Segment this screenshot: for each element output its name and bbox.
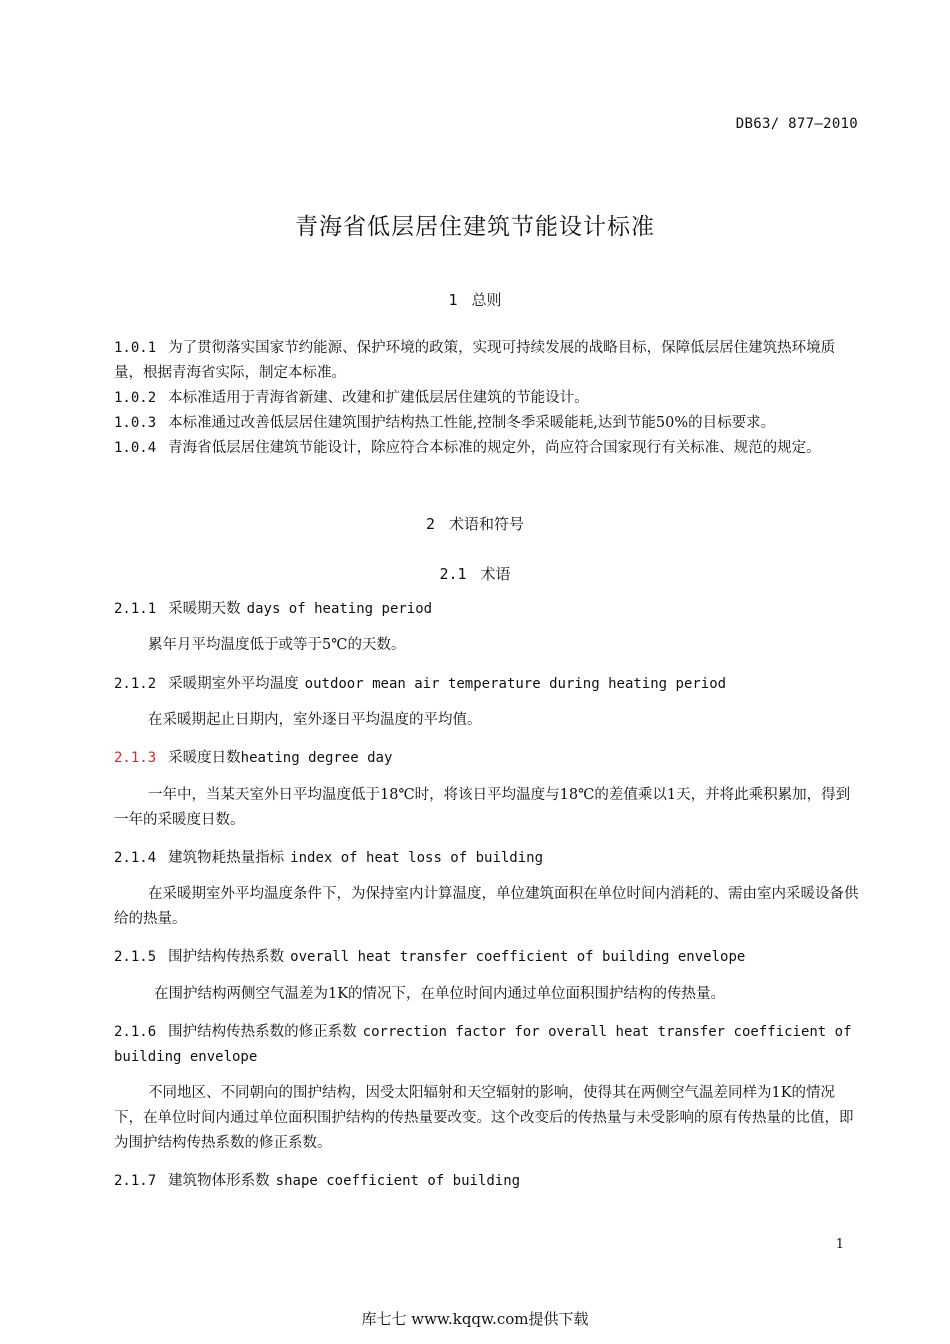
term-definition: 在采暖期起止日期内，室外逐日平均温度的平均值。 bbox=[148, 712, 482, 728]
term-zh: 围护结构传热系数 bbox=[168, 949, 285, 965]
page-number: 1 bbox=[835, 1237, 844, 1252]
term-definition: 一年中，当某天室外日平均温度低于18℃时，将该日平均温度与18℃的差值乘以1天，并将此乘积累加，得到一年的采暖度日数。 bbox=[114, 787, 851, 828]
clause-1-0-4 bbox=[114, 436, 860, 461]
chapter-title: 总则 bbox=[471, 291, 502, 309]
term-definition: 在采暖期室外平均温度条件下，为保持室内计算温度，单位建筑面积在单位时间内消耗的、需由室内采暖设备供给的热量。 bbox=[114, 886, 859, 927]
term-number: 2.1.7 bbox=[114, 1173, 157, 1189]
term-en: days of heating period bbox=[246, 601, 433, 617]
clause-number: 1.0.1 bbox=[114, 340, 157, 356]
download-footer: 库七七 www.kqqw.com提供下载 bbox=[361, 1310, 589, 1328]
term-number: 2.1.5 bbox=[114, 949, 157, 965]
document-title: 青海省低层居住建筑节能设计标准 bbox=[295, 214, 655, 240]
section-2-1-heading bbox=[0, 563, 950, 584]
term-en: overall heat transfer coefficient of building envelope bbox=[290, 949, 746, 965]
term-en: shape coefficient of building bbox=[275, 1173, 521, 1189]
clause-1-0-2 bbox=[114, 386, 860, 411]
clause-number: 1.0.3 bbox=[114, 415, 157, 431]
chapter-title: 术语和符号 bbox=[449, 515, 525, 533]
term-zh: 采暖期室外平均温度 bbox=[168, 676, 299, 692]
term-zh: 建筑物耗热量指标 bbox=[168, 850, 285, 866]
term-2-1-7 bbox=[114, 1169, 860, 1194]
term-number: 2.1.3 bbox=[114, 750, 157, 766]
clause-text: 本标准适用于青海省新建、改建和扩建低层居住建筑的节能设计。 bbox=[168, 390, 589, 406]
clause-text: 为了贯彻落实国家节约能源、保护环境的政策，实现可持续发展的战略目标，保障低层居住建筑热环境质量，根据青海省实际，制定本标准。 bbox=[114, 340, 836, 381]
term-zh: 建筑物体形系数 bbox=[168, 1173, 270, 1189]
term-2-1-1 bbox=[114, 597, 860, 622]
section-number: 2.1 bbox=[439, 565, 467, 583]
section-title: 术语 bbox=[480, 565, 511, 583]
chapter-number: 1 bbox=[448, 291, 458, 309]
term-definition: 不同地区、不同朝向的围护结构，因受太阳辐射和天空辐射的影响，使得其在两侧空气温差同样为1K的情况下，在单位时间内通过单位面积围护结构的传热量要改变。这个改变后的传热量与未受影响的原有传热量的比值，即为围护结构传热系数的修正系数。 bbox=[114, 1085, 854, 1151]
clause-number: 1.0.2 bbox=[114, 390, 157, 406]
term-definition: 在围护结构两侧空气温差为1K的情况下，在单位时间内通过单位面积围护结构的传热量。 bbox=[154, 986, 726, 1002]
term-2-1-5 bbox=[114, 945, 860, 970]
chapter-1-heading bbox=[0, 289, 950, 310]
term-en: outdoor mean air temperature during heating period bbox=[304, 676, 727, 692]
chapter-number: 2 bbox=[425, 515, 435, 533]
term-definition: 累年月平均温度低于或等于5℃的天数。 bbox=[148, 637, 406, 653]
term-2-1-4 bbox=[114, 846, 860, 871]
clause-text: 本标准通过改善低层居住建筑围护结构热工性能,控制冬季采暖能耗,达到节能50%的目标要求。 bbox=[168, 415, 776, 431]
term-number: 2.1.6 bbox=[114, 1024, 157, 1040]
term-zh: 围护结构传热系数的修正系数 bbox=[168, 1024, 357, 1040]
term-number: 2.1.2 bbox=[114, 676, 157, 692]
term-number: 2.1.1 bbox=[114, 601, 157, 617]
term-2-1-3 bbox=[114, 746, 860, 771]
clause-1-0-3 bbox=[114, 411, 860, 436]
term-en: correction factor for overall heat transfer coefficient of building envelope bbox=[114, 1024, 852, 1065]
term-en: heating degree day bbox=[240, 750, 393, 766]
term-zh: 采暖度日数 bbox=[168, 750, 241, 766]
standard-code: DB63/ 877—2010 bbox=[735, 116, 858, 132]
term-zh: 采暖期天数 bbox=[168, 601, 241, 617]
term-2-1-2 bbox=[114, 672, 860, 697]
clause-number: 1.0.4 bbox=[114, 440, 157, 456]
clause-1-0-1 bbox=[114, 336, 860, 386]
chapter-2-heading bbox=[0, 513, 950, 534]
term-en: index of heat loss of building bbox=[290, 850, 544, 866]
clause-text: 青海省低层居住建筑节能设计，除应符合本标准的规定外，尚应符合国家现行有关标准、规范的规定。 bbox=[168, 440, 821, 456]
term-2-1-6 bbox=[114, 1020, 860, 1070]
term-number: 2.1.4 bbox=[114, 850, 157, 866]
